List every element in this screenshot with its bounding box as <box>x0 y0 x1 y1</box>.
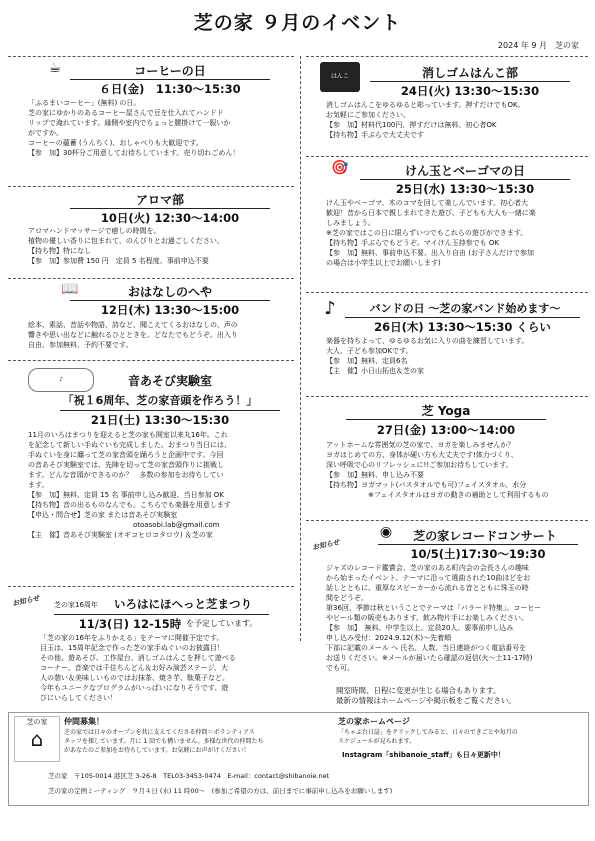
kendama-title: けん玉とベーゴマの日 <box>404 164 525 178</box>
underline <box>70 300 270 301</box>
address: 芝の家 〒105-0014 港区芝 3-26-8 TEL03-3453-0474 E-mail：contact@shibanoie.net <box>48 772 330 780</box>
sound-title: 音あそび実験室 <box>127 374 212 388</box>
kendama-body: けん玉やベーゴマ、木のコマを回して楽しんでいます。初心者大 歓迎！昔から日本で親しまれてきた遊び、子どもも大人も一緒に楽 しみましょう。 ※芝の家ではこの日に限らずいつでもこれらの遊びができます。 【持ち物】手ぶらでもどうぞ。マイけん玉持参でも OK 【参 加】無料、事前申込不要、出入り自由 (お子さんだけで参加 の場合は小学生以上でお願いします) <box>326 199 536 267</box>
homepage-body: 「ちゃぶ台日誌」をクリックしてみると、日々のできごとや毎月の スケジュールが見られます。 <box>338 729 518 745</box>
record-body: ジャズのレコード鑑賞会、芝の家のある町内会の会長さんの趣味 から始まったイベント、テーマに沿って選曲された10曲ほどをお 話しとともに、重厚なスピーカーから流れる音とともに珠玉の時 間をどうぞ。 第36回、季節は秋ということでテーマは「バラード特集」。コーヒー やビール類の販売もあります、飲み物片手にお楽しみください。 【参 加】 無料、中学生以上、定員20人、要事前申し込み 申し込み受付：2024.9.12(木)〜先着順 下部に記載のメール へ 氏名、人数、当日連絡がつく電話番号を お送りください。※メールが届いたら確認の返信(火〜土11-17時) でも可。 <box>326 564 542 672</box>
divider <box>8 360 294 361</box>
festival-title: いろはにほへっと芝まつり <box>114 597 252 611</box>
divider <box>306 156 588 157</box>
divider <box>306 56 588 57</box>
yoga-body: アットホームな雰囲気の芝の家で、ヨガを楽しみませんか？ ヨガはじめての方、身体が硬い方も大丈夫です!体力づくり、 深い呼吸で心のリフレッシュに!!ご参加お待ちしています。 【参 加】無料、申し込み不要 【持ち物】ヨガマット(バスタオルでも可)フェイスタオル、水分 ※フェイスタオルはヨガの動きの補助として利用するもの <box>326 441 549 499</box>
house-icon: ⌂ <box>30 727 44 751</box>
festival-body: 「芝の家の16年をふりかえる」をテーマに開催予定です。 目玉は、15周年記念で作った芝の家手ぬぐいのお披露目！ その他、遊あそび、工作屋台、消しゴムはんこを押して遊べる コーナー、音楽では千住ちんどん＆お好み演芸ステージ、大 人の憩い＆美味しいものではお抹茶、焼き芋、駄菓子など。 今年もユニークなプログラムがいっぱいになりそうです、遊 びにいらしてください！ <box>40 634 236 702</box>
divider <box>8 586 294 587</box>
divider <box>306 520 588 521</box>
sound-body: 11月のいろはまつりを迎えると芝の家も開室以来丸16年。これ を記念して新しい手ぬぐいも完成しました。おまつり当日には、 手ぬぐいを身に纏って芝の家音頭を踊ろうと企画中です。今回 の音あそび実験室では、先陣を切って芝の家音頭作りに挑戦し ます。どんな音頭ができるのか？ 多数の参加をお待ちしてい ます。 【参 加】無料、定員 15 名 事前申し込み歓迎、当日参加 OK 【持ち物】音の出るものなんでも。こちらでも楽器を用意します 【申込・問合せ】芝の家 または音あそび実験室 otoasobi.lab@gmail.com 【主 催】音あそび実験室 (オギコヒロコタロウ) ＆芝の家 <box>28 431 231 539</box>
aroma-title: アロマ部 <box>135 193 184 207</box>
story-title: おはなしのへや <box>127 285 212 299</box>
coffee-body: 「ふるまいコーヒー」(無料) の日。 芝の家にゆかりのあるコーヒー屋さんで豆を仕入れてハンドド リップで淹れています。縁側や室内でちょっと腰掛けて一服いか がですか。 コーヒーの蘊蓄 (うんちく)、おしゃべりも大歓迎です。 【参 加】30杯分ご用意してお待ちしています。売り切れごめん！ <box>28 99 240 157</box>
divider <box>306 396 588 397</box>
book-icon: 📖 <box>61 281 79 297</box>
eraser-time: 24日(火) 13:30〜15:30 <box>400 84 540 98</box>
coffee-icon: ☕ <box>48 60 62 76</box>
underline <box>370 81 570 82</box>
issue-date: 2024 年 9 月 芝の家 <box>497 41 579 50</box>
recruit-title: 仲間募集！ <box>64 717 104 726</box>
divider <box>8 186 294 187</box>
sound-lab-logo: ♪ <box>28 368 94 392</box>
notice-text: 開室時間、日程に変更が生じる場合もあります。 最新の情報はホームページや掲示板をご覧ください。 <box>336 686 516 705</box>
underline <box>70 79 270 80</box>
story-time: 12日(木) 13:30〜15:00 <box>100 303 240 317</box>
divider <box>8 278 294 279</box>
column-divider <box>300 56 301 641</box>
underline <box>346 419 546 420</box>
eraser-title: 消しゴムはんこ部 <box>421 66 518 80</box>
record-icon: ◉ <box>379 524 393 540</box>
meeting-info: 芝の家の定例ミーティング ９月４日 (水) 11 時00〜 (参加ご希望の方は、前日までに事前申し込みをお願いします) <box>48 787 393 795</box>
story-body: 絵本、素話、昔話や物語、詩など、聞こえてくるおはなしの、声の 響きや思い出などに触れるひとときを。どなたでもどうぞ。出入り 自由、参加無料、予約不要です。 <box>28 321 238 349</box>
house-logo-label: 芝の家 <box>26 718 48 726</box>
sound-subtitle: 「祝１6周年、芝の家音頭を作ろう！」 <box>62 394 258 407</box>
underline <box>70 208 270 209</box>
homepage-title: 芝の家ホームページ <box>338 717 410 726</box>
underline <box>54 614 269 615</box>
band-title: バンドの日 〜芝の家バンド始めます〜 <box>369 302 561 315</box>
kendama-time: 25日(水) 13:30〜15:30 <box>395 182 535 196</box>
band-body: 楽器を持ちよって、ゆるゆるお気に入りの曲を練習しています。 大人、子ども参加OKです。 【参 加】無料、定員6名 【主 催】小日山拓也＆芝の家 <box>326 337 529 375</box>
house-logo <box>14 716 60 762</box>
notice-stamp: お知らせ <box>11 594 41 608</box>
festival-prefix: 芝の家16周年 <box>54 601 98 609</box>
underline <box>60 410 280 411</box>
music-note-icon: ♪ <box>324 298 336 319</box>
underline <box>378 544 578 545</box>
record-title: 芝の家レコードコンサート <box>413 529 557 543</box>
page-title: 芝の家 ９月のイベント <box>193 12 402 34</box>
stamp-icon: はんこ <box>320 62 360 92</box>
underline <box>345 317 580 318</box>
aroma-body: アロマハンドマッサージで癒しの時間を。 植物の優しい香りに包まれて、のんびりとお過ごしください。 【持ち物】特になし 【参 加】参加費 150 円 定員 5 名程度、事前申込不要 <box>28 227 224 265</box>
record-time: 10/5(土)17:30〜19:30 <box>410 547 546 561</box>
underline <box>360 179 570 180</box>
yoga-time: 27日(金) 13:00〜14:00 <box>376 423 516 437</box>
divider <box>306 292 588 293</box>
yoga-title: 芝 Yoga <box>421 404 471 418</box>
notice-stamp: お知らせ <box>311 538 341 552</box>
aroma-time: 10日(火) 12:30〜14:00 <box>100 211 240 225</box>
sound-time: 21日(土) 13:30〜15:30 <box>90 413 230 427</box>
eraser-body: 消しゴムはんこをゆるゆると彫っています。押すだけでもOK。 お気軽にご参加ください。 【参 加】材料代100円、押すだけは無料、初心者OK 【持ち物】手ぶらで大丈夫です <box>326 101 525 139</box>
coffee-time: ６日(金) 11:30〜15:30 <box>99 82 241 96</box>
band-time: 26日(木) 13:30〜15:30 くらい <box>374 320 551 334</box>
recruit-body: 芝の家では日々のオープンを共に支えてくださる仲間＝ボランティアス タッフを探しています。月に 1 回でも構いません。多様な世代の仲間たち があなたのご参加をお待ちしています。お気軽にお声がけください！ <box>64 729 264 754</box>
festival-time-note: を予定しています。 <box>186 619 258 628</box>
divider <box>8 56 294 57</box>
instagram-link[interactable]: Instagram「shibanoie_staff」も日々更新中！ <box>342 751 505 759</box>
festival-time: 11/3(日) 12-15時 <box>78 617 182 631</box>
coffee-title: コーヒーの日 <box>134 64 206 78</box>
kendama-icon: 🎯 <box>331 160 349 176</box>
